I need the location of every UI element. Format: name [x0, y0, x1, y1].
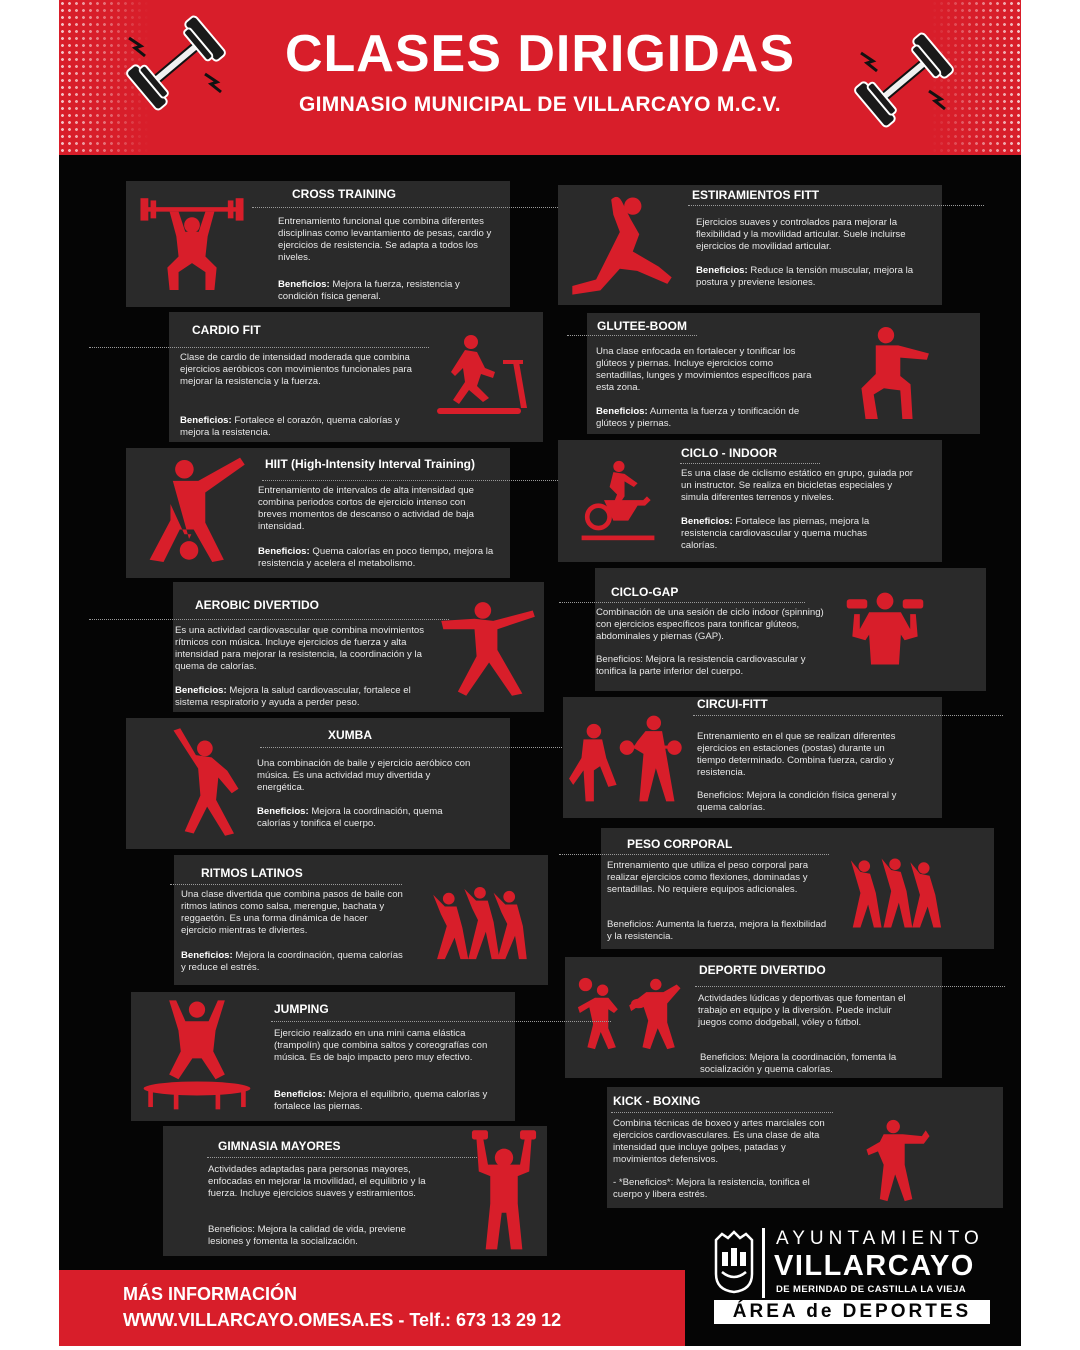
class-card-cardio-fit	[169, 312, 543, 442]
class-card-ciclo-indoor	[558, 440, 942, 562]
class-title: CICLO-GAP	[611, 585, 679, 599]
divider	[89, 619, 449, 620]
class-card-xumba	[126, 718, 510, 849]
class-card-deporte-divertido	[565, 957, 942, 1078]
divider	[688, 205, 984, 206]
class-title: DEPORTE DIVERTIDO	[699, 963, 826, 977]
class-title: HIIT (High-Intensity Interval Training)	[265, 457, 476, 471]
area-deportes-label: ÁREA de DEPORTES	[714, 1300, 990, 1324]
class-description: Entrenamiento que utiliza el peso corporal para realizar ejercicios como flexiones, dominadas y sentadillas. No requiere equipos adicionales.	[607, 860, 809, 895]
treadmill-icon	[431, 332, 535, 422]
footer-info-banner	[59, 1270, 685, 1346]
class-benefits: Beneficios: Mejora la condición física general y quema calorías.	[697, 790, 897, 813]
class-title: CICLO - INDOOR	[681, 446, 777, 460]
class-description: Actividades adaptadas para personas mayores, enfocadas en mejorar la movilidad, el equilibrio y la fuerza. Incluye ejercicios suaves y estiramientos.	[208, 1164, 426, 1199]
class-benefits: Beneficios: Mejora la coordinación, fomenta la socialización y quema calorías.	[700, 1052, 897, 1075]
divider	[559, 854, 829, 855]
divider	[170, 884, 402, 885]
boxer-icon	[863, 1117, 933, 1203]
class-benefits: Beneficios: Mejora la salud cardiovascular, fortalece el sistema respiratorio y ayuda a perder peso.	[175, 685, 411, 708]
class-card-ritmos-latinos	[174, 855, 548, 985]
class-benefits: Beneficios: Reduce la tensión muscular, mejora la postura y previene lesiones.	[696, 265, 914, 288]
class-description: Una clase enfocada en fortalecer y tonificar los glúteos y piernas. Incluye ejercicios como sentadillas, lunges y movimientos específicos para esta zona.	[596, 346, 812, 393]
squat-icon	[841, 321, 933, 427]
class-title: PESO CORPORAL	[627, 837, 733, 851]
class-description: Ejercicios suaves y controlados para mejorar la flexibilidad y la movilidad articular. Suele incluirse ejercicios de movilidad articular.	[696, 217, 906, 252]
more-info-label: MÁS INFORMACIÓN	[123, 1284, 297, 1304]
divider	[611, 1112, 833, 1113]
divider	[693, 715, 1003, 716]
class-title: CROSS TRAINING	[292, 187, 397, 201]
class-description: Combina técnicas de boxeo y artes marciales con ejercicios cardiovasculares. Es una clase de alta intensidad que incluye golpes, patadas y movimientos defensivos.	[613, 1118, 825, 1165]
page-title: CLASES DIRIGIDAS	[284, 25, 796, 83]
dancer-icon	[166, 726, 246, 838]
class-title: XUMBA	[328, 728, 372, 742]
ayuntamiento-logo	[714, 1226, 1014, 1336]
class-title: ESTIRAMIENTOS FITT	[692, 188, 820, 202]
class-title: AEROBIC DIVERTIDO	[195, 598, 320, 612]
class-description: Una combinación de baile y ejercicio aeróbico con música. Es una actividad muy divertida y energética.	[257, 758, 471, 793]
poster	[59, 0, 1021, 1346]
class-benefits: Beneficios: Mejora la coordinación, quema calorías y tonifica el cuerpo.	[257, 806, 443, 829]
class-card-cross-training	[126, 181, 510, 307]
class-benefits: Beneficios: Aumenta la fuerza, mejora la flexibilidad y la resistencia.	[607, 919, 827, 942]
class-description: Es una clase de ciclismo estático en grupo, guiada por un instructor. Se realiza en bicicletas especiales y simula diferentes terrenos y niveles.	[681, 468, 913, 503]
class-benefits: - *Beneficios*: Mejora la resistencia, tonifica el cuerpo y libera estrés.	[613, 1177, 810, 1200]
class-description: Entrenamiento de intervalos de alta intensidad que combina periodos cortos de ejercicio intenso con breves momentos de descanso o actividad de baja intensidad.	[258, 485, 475, 532]
class-description: Combinación de una sesión de ciclo indoor (spinning) con ejercicios específicos para tonificar glúteos, abdominales y piernas (GAP).	[596, 607, 824, 642]
class-card-aerobic-divertido	[173, 582, 544, 712]
class-benefits: Beneficios: Quema calorías en poco tiempo, mejora la resistencia y acelera el metabolismo.	[258, 546, 494, 569]
class-title: GIMNASIA MAYORES	[218, 1139, 341, 1153]
class-card-estiramientos-fitt	[558, 185, 942, 305]
divider	[89, 347, 429, 348]
divider	[680, 463, 820, 464]
villarcayo-label: VILLARCAYO	[774, 1250, 975, 1282]
class-description: Una clase divertida que combina pasos de baile con ritmos latinos como salsa, merengue, bachata y reggaetón. Es una forma dinámica de hacer ejercicio mientras te diviertes.	[181, 889, 403, 936]
class-benefits: Beneficios: Mejora la calidad de vida, previene lesiones y fomenta la socialización.	[208, 1224, 406, 1247]
trampoline-icon	[139, 994, 255, 1118]
class-benefits: Beneficios: Aumenta la fuerza y tonificación de glúteos y piernas.	[596, 406, 800, 429]
class-benefits: Beneficios: Mejora el equilibrio, quema calorías y fortalece las piernas.	[274, 1089, 488, 1112]
divider	[262, 480, 558, 481]
class-description: Es una actividad cardiovascular que combina movimientos rítmicos con música. Incluye ejercicios de fuerza y alta intensidad para mejorar la resistencia, la coordinación y la quema de calorías.	[175, 625, 425, 672]
class-benefits: Beneficios: Mejora la fuerza, resistencia y condición física general.	[278, 279, 460, 302]
class-description: Actividades lúdicas y deportivas que fomentan el trabajo en equipo y la diversión. Puede incluir juegos como dodgeball, vóley o fútbol.	[698, 993, 906, 1028]
class-benefits: Beneficios: Fortalece el corazón, quema calorías y mejora la resistencia.	[180, 415, 400, 438]
header-banner	[59, 0, 1021, 155]
class-title: CARDIO FIT	[192, 323, 261, 337]
page-subtitle: GIMNASIO MUNICIPAL DE VILLARCAYO M.C.V.	[299, 93, 781, 116]
divider	[207, 1157, 477, 1158]
class-title: GLUTEE-BOOM	[597, 319, 687, 333]
class-card-jumping	[131, 992, 515, 1121]
aerobic-pose-icon	[435, 596, 539, 704]
class-card-ciclo-gap	[595, 568, 986, 691]
class-card-gimnasia-mayores	[163, 1126, 547, 1256]
class-benefits: Beneficios: Mejora la coordinación, quema calorías y reduce el estrés.	[181, 950, 403, 973]
class-title: CIRCUI-FITT	[697, 697, 768, 711]
divider	[695, 986, 1005, 987]
dumbbell-curl-icon	[841, 588, 929, 672]
contact-info: WWW.VILLARCAYO.OMESA.ES - Telf.: 673 13 29 12	[123, 1310, 562, 1330]
class-title: JUMPING	[274, 1002, 329, 1016]
circuit-training-icon	[567, 711, 691, 807]
divider	[567, 335, 697, 336]
coat-of-arms-icon	[714, 1230, 754, 1294]
merindad-label: DE MERINDAD DE CASTILLA LA VIEJA	[776, 1284, 966, 1295]
overhead-press-icon	[469, 1128, 539, 1254]
stretching-icon	[566, 191, 678, 299]
class-title: RITMOS LATINOS	[201, 866, 303, 880]
class-benefits: Beneficios: Mejora la resistencia cardiovascular y tonifica la parte inferior del cuerpo.	[596, 654, 806, 677]
dance-group-icon	[428, 885, 528, 963]
class-title: KICK - BOXING	[613, 1094, 701, 1108]
class-card-peso-corporal	[601, 828, 994, 949]
class-card-kick-boxing	[607, 1087, 1003, 1208]
ayuntamiento-label: AYUNTAMIENTO	[776, 1228, 984, 1249]
divider	[271, 1021, 611, 1022]
class-benefits: Beneficios: Fortalece las piernas, mejora la resistencia cardiovascular y quema muchas calorías.	[681, 516, 870, 551]
class-card-glutee-boom	[587, 313, 980, 434]
sports-fun-icon	[575, 975, 691, 1051]
kettlebell-swing-icon	[138, 450, 254, 572]
spin-bike-icon	[576, 458, 660, 544]
logo-divider	[762, 1228, 765, 1298]
weightlifter-icon	[136, 187, 248, 299]
class-card-hiit	[126, 448, 510, 578]
group-exercise-icon	[847, 854, 943, 932]
class-description: Clase de cardio de intensidad moderada que combina ejercicios aeróbicos con movimientos funcionales para mejorar la resistencia y la fuerza.	[180, 352, 412, 387]
divider	[559, 602, 805, 603]
class-card-circui-fitt	[563, 697, 942, 818]
class-description: Entrenamiento en el que se realizan diferentes ejercicios en estaciones (postas) durante un tiempo determinado. Combina fuerza, cardio y resistencia.	[697, 731, 896, 778]
class-description: Ejercicio realizado en una mini cama elástica (trampolín) que combina saltos y coreografías con música. Es de bajo impacto pero muy efectivo.	[274, 1028, 488, 1063]
class-description: Entrenamiento funcional que combina diferentes disciplinas como levantamiento de pesas, cardio y ejercicios de resistencia. Se adapta a todos los niveles.	[278, 216, 492, 263]
